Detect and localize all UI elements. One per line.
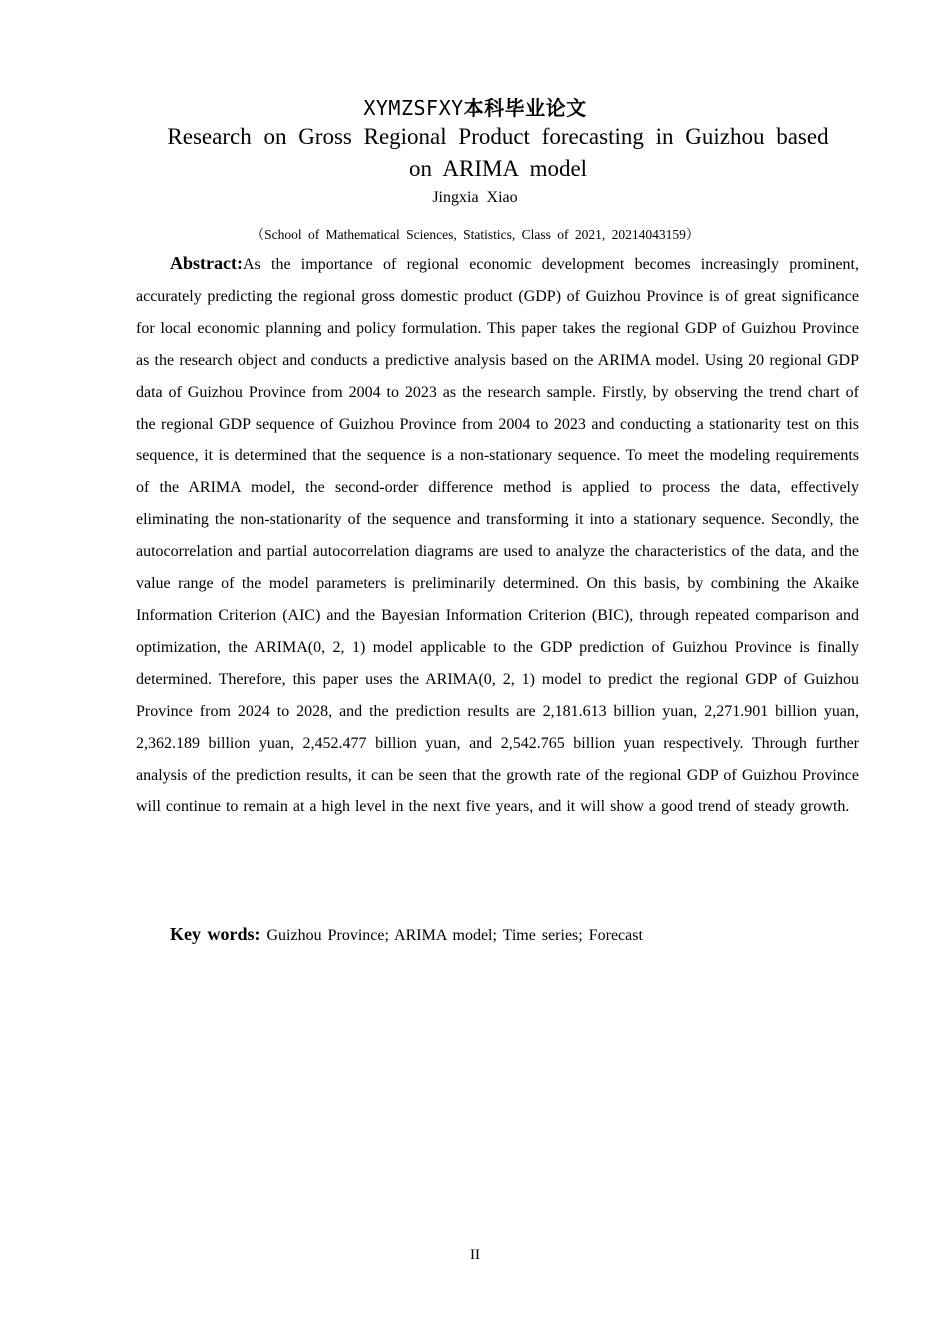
abstract-label: Abstract:: [170, 253, 243, 273]
keywords-label: Key words:: [170, 924, 261, 944]
page-number: II: [470, 1247, 480, 1263]
keywords-section: [170, 919, 859, 951]
header-school-code: XYMZSFXY: [363, 96, 464, 120]
paper-title: Research on Gross Regional Product forecasting in Guizhou based on ARIMA model: [167, 124, 829, 181]
author-affiliation: （School of Mathematical Sciences, Statistics, Class of 2021, 20214043159）: [250, 227, 700, 242]
author-name: Jingxia Xiao: [432, 189, 518, 206]
header-thesis-type: 本科毕业论文: [463, 96, 587, 120]
keywords-text: Guizhou Province; ARIMA model; Time series; Forecast: [266, 927, 643, 944]
abstract-section: [136, 248, 859, 823]
thesis-header: [0, 92, 950, 121]
abstract-text: As the importance of regional economic development becomes increasingly prominent, accurately predicting the regional gross domestic product (GDP) of Guizhou Province is of great significance for local economic planning and policy formulation. This paper takes the regional GDP of Guizhou Province as the research object and conducts a predictive analysis based on the ARIMA model. Using 20 regional GDP data of Guizhou Province from 2004 to 2023 as the research sample. Firstly, by observing the trend chart of the regional GDP sequence of Guizhou Province from 2004 to 2023 and conducting a stationarity test on this sequence, it is determined that the sequence is a non-stationary sequence. To meet the modeling requirements of the ARIMA model, the second-order difference method is applied to process the data, effectively eliminating the non-stationarity of the sequence and transforming it into a stationary sequence. Secondly, the autocorrelation and partial autocorrelation diagrams are used to analyze the characteristics of the data, and the value range of the model parameters is preliminarily determined. On this basis, by combining the Akaike Information Criterion (AIC) and the Bayesian Information Criterion (BIC), through repeated comparison and optimization, the ARIMA(0, 2, 1) model applicable to the GDP prediction of Guizhou Province is finally determined. Therefore, this paper uses the ARIMA(0, 2, 1) model to predict the regional GDP of Guizhou Province from 2024 to 2028, and the prediction results are 2,181.613 billion yuan, 2,271.901 billion yuan, 2,362.189 billion yuan, 2,452.477 billion yuan, and 2,542.765 billion yuan respectively. Through further analysis of the prediction results, it can be seen that the growth rate of the regional GDP of Guizhou Province will continue to remain at a high level in the next five years, and it will show a good trend of steady growth.: [136, 256, 859, 816]
